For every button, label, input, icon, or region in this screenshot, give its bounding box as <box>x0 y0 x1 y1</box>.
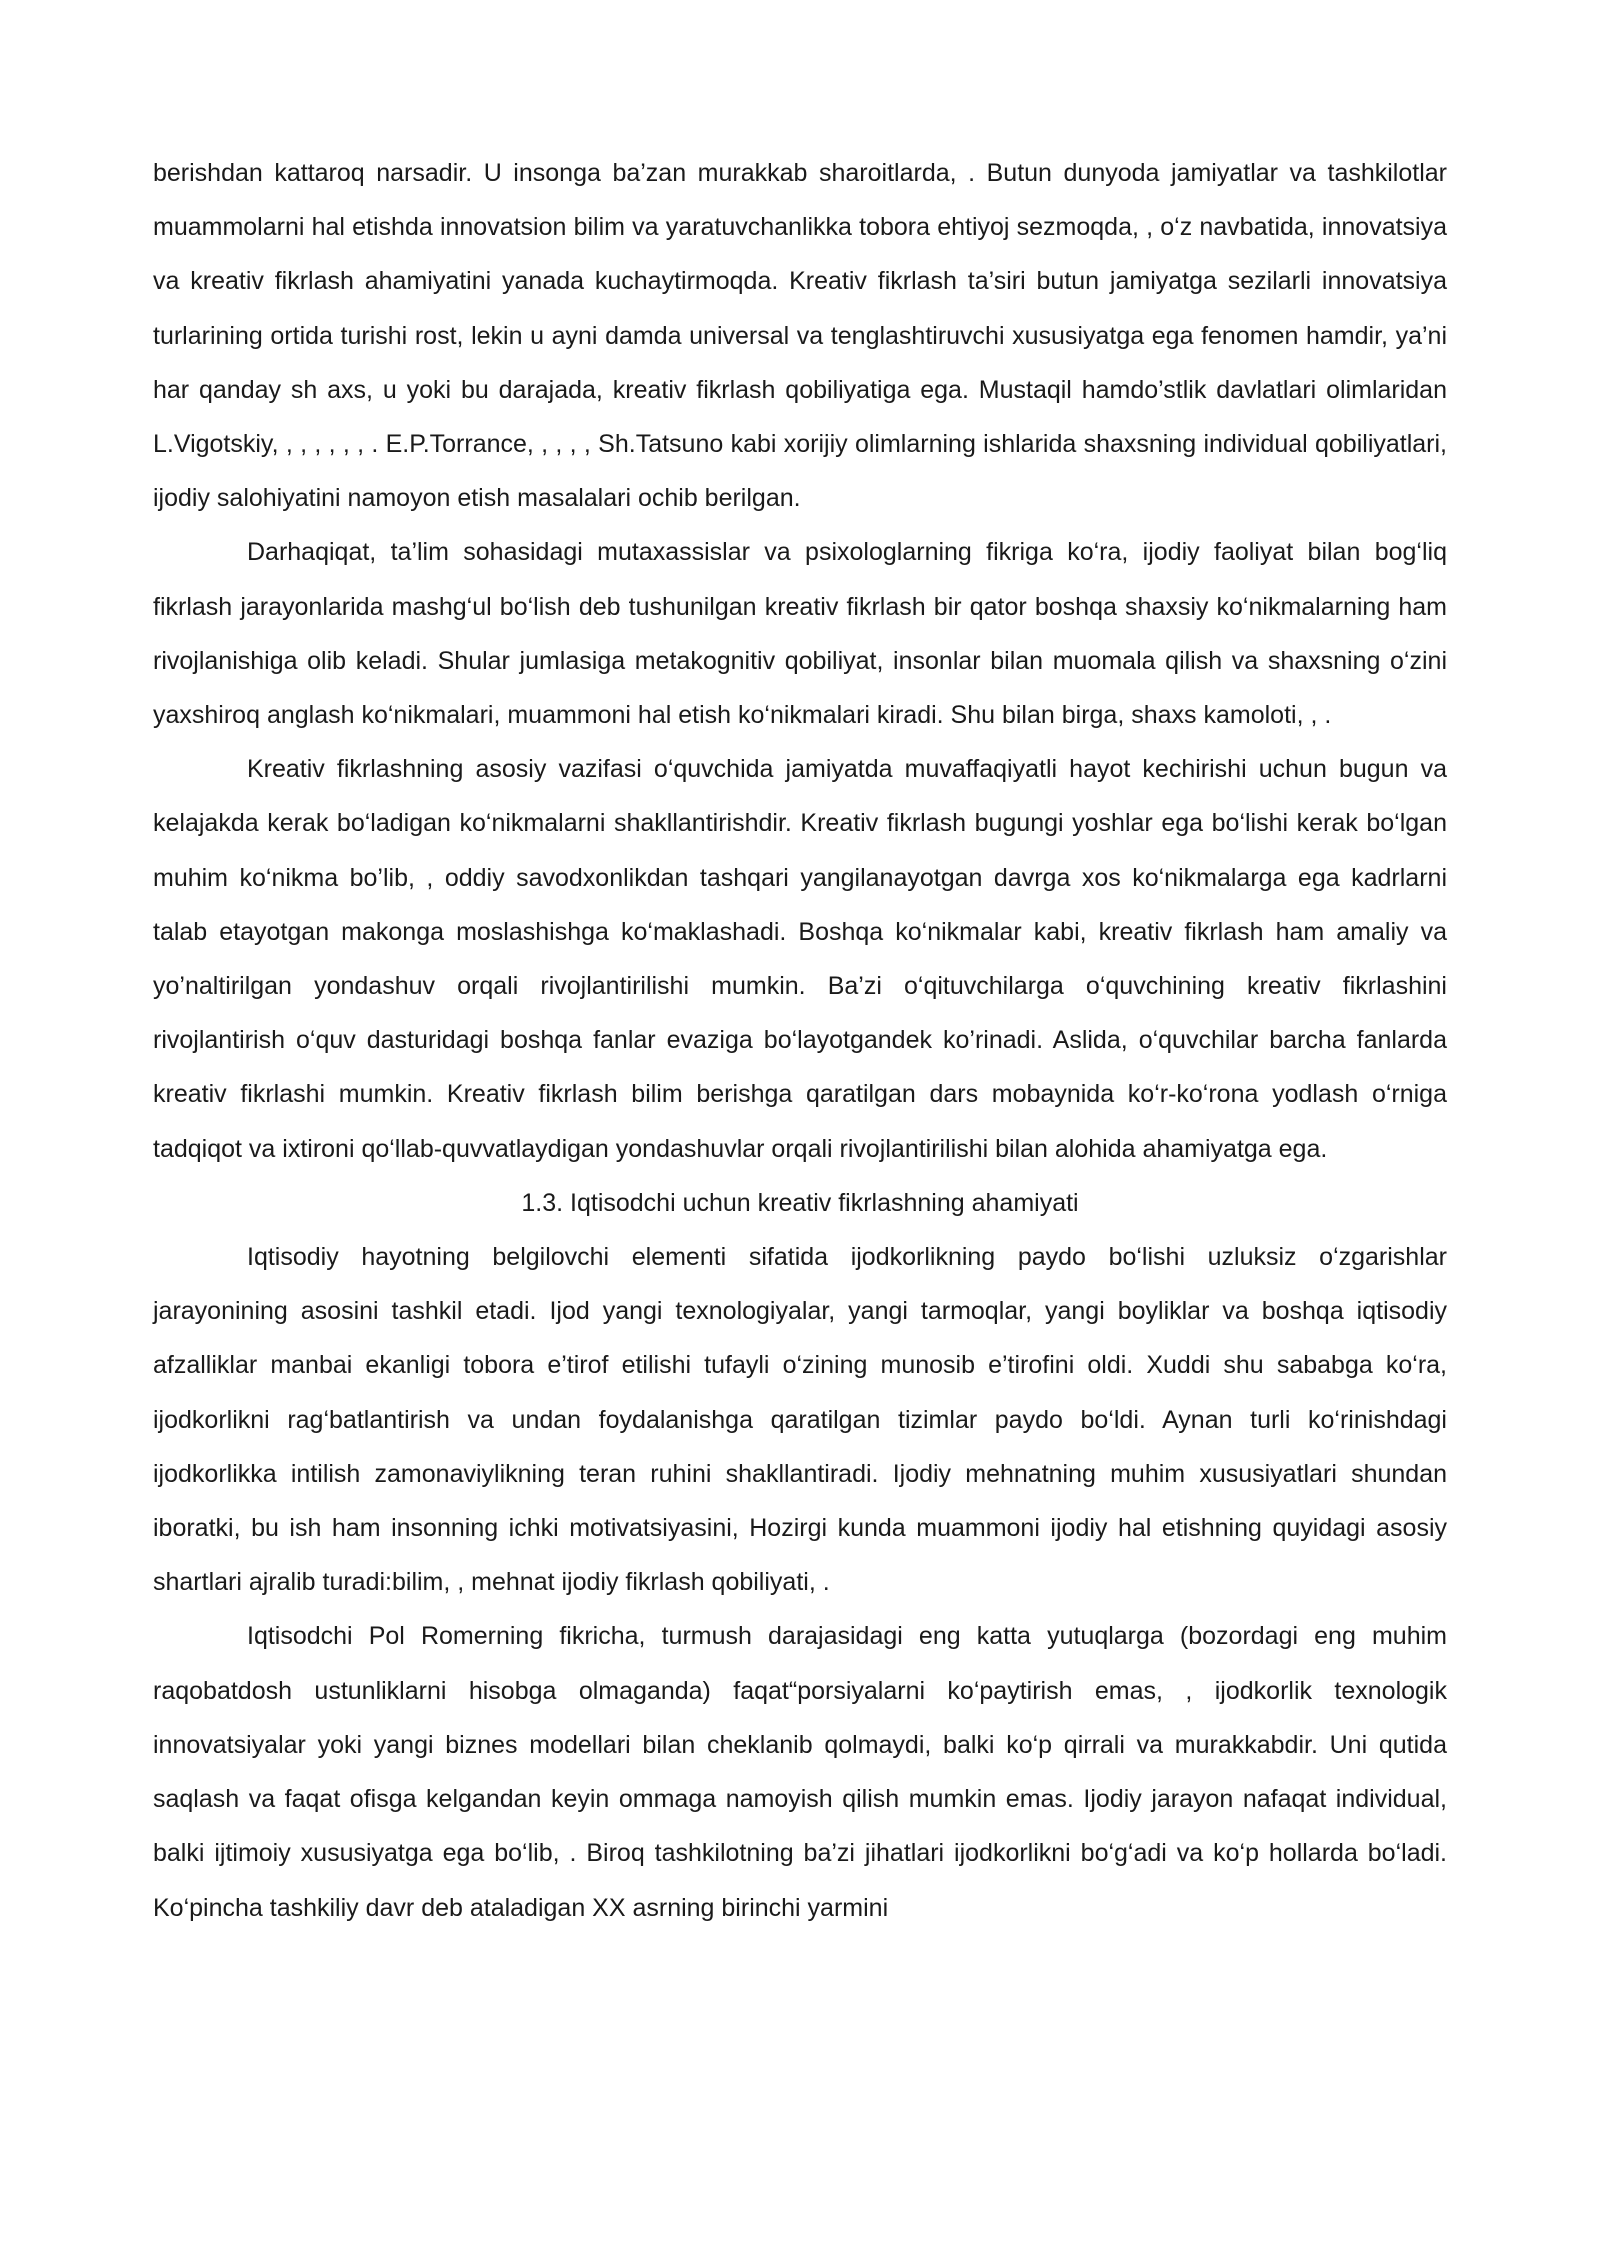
paragraph-5: Iqtisodchi Pol Romerning fikricha, turmush darajasidagi eng katta yutuqlarga (bozordagi eng muhim raqobatdosh ustunliklarni hisobga olmaganda) faqat“porsiyalarni ko‘paytirish emas, , ijodkorlik texnologik innovatsiyalar yoki yangi biznes modellari bilan cheklanib qolmaydi, balki ko‘p qirrali va murakkabdir. Uni qutida saqlash va faqat ofisga kelgandan keyin ommaga namoyish qilish mumkin emas. Ijodiy jarayon nafaqat individual, balki ijtimoiy xususiyatga ega bo‘lib, . Biroq tashkilotning ba’zi jihatlari ijodkorlikni bo‘g‘adi va ko‘p hollarda bo‘ladi. Ko‘pincha tashkiliy davr deb ataladigan XX asrning birinchi yarmini <box>153 1622 1447 1922</box>
document-page <box>153 146 1447 1935</box>
paragraph-2: Darhaqiqat, ta’lim sohasidagi mutaxassislar va psixologlarning fikriga ko‘ra, ijodiy faoliyat bilan bog‘liq fikrlash jarayonlarida mashg‘ul bo‘lish deb tushunilgan kreativ fikrlash bir qator boshqa shaxsiy ko‘nikmalarning ham rivojlanishiga olib keladi. Shular jumlasiga metakognitiv qobiliyat, insonlar bilan muomala qilish va shaxsning o‘zini yaxshiroq anglash ko‘nikmalari, muammoni hal etish ko‘nikmalari kiradi. Shu bilan birga, shaxs kamoloti, , . <box>153 538 1447 730</box>
section-heading: 1.3. Iqtisodchi uchun kreativ fikrlashning ahamiyati <box>521 1188 1079 1217</box>
paragraph-3: Kreativ fikrlashning asosiy vazifasi o‘quvchida jamiyatda muvaffaqiyatli hayot kechirishi uchun bugun va kelajakda kerak bo‘ladigan ko‘nikmalarni shakllantirishdir. Kreativ fikrlash bugungi yoshlar ega bo‘lishi kerak bo‘lgan muhim ko‘nikma bo’lib, , oddiy savodxonlikdan tashqari yangilanayotgan davrga xos ko‘nikmalarga ega kadrlarni talab etayotgan makonga moslashishga ko‘maklashadi. Boshqa ko‘nikmalar kabi, kreativ fikrlash ham amaliy va yo’naltirilgan yondashuv orqali rivojlantirilishi mumkin. Ba’zi o‘qituvchilarga o‘quvchining kreativ fikrlashini rivojlantirish o‘quv dasturidagi boshqa fanlar evaziga bo‘layotgandek ko’rinadi. Aslida, o‘quvchilar barcha fanlarda kreativ fikrlashi mumkin. Kreativ fikrlash bilim berishga qaratilgan dars mobaynida ko‘r-ko‘rona yodlash o‘rniga tadqiqot va ixtironi qo‘llab-quvvatlaydigan yondashuvlar orqali rivojlantirilishi bilan alohida ahamiyatga ega. <box>153 755 1447 1163</box>
paragraph-1: berishdan kattaroq narsadir. U insonga ba’zan murakkab sharoitlarda, . Butun dunyoda jamiyatlar va tashkilotlar muammolarni hal etishda innovatsion bilim va yaratuvchanlikka tobora ehtiyoj sezmoqda, , o‘z navbatida, innovatsiya va kreativ fikrlash ahamiyatini yanada kuchaytirmoqda. Kreativ fikrlash ta’siri butun jamiyatga sezilarli innovatsiya turlarining ortida turishi rost, lekin u ayni damda universal va tenglashtiruvchi xususiyatga ega fenomen hamdir, ya’ni har qanday sh axs, u yoki bu darajada, kreativ fikrlash qobiliyatiga ega. Mustaqil hamdo’stlik davlatlari olimlaridan L.Vigotskiy, , , , , , , . E.P.Torrance, , , , , Sh.Tatsuno kabi xorijiy olimlarning ishlarida shaxsning individual qobiliyatlari, ijodiy salohiyatini namoyon etish masalalari ochib berilgan. <box>153 159 1447 513</box>
paragraph-4: Iqtisodiy hayotning belgilovchi elementi sifatida ijodkorlikning paydo bo‘lishi uzluksiz o‘zgarishlar jarayonining asosini tashkil etadi. Ijod yangi texnologiyalar, yangi tarmoqlar, yangi boyliklar va boshqa iqtisodiy afzalliklar manbai ekanligi tobora e’tirof etilishi tufayli o‘zining munosib e’tirofini oldi. Xuddi shu sababga ko‘ra, ijodkorlikni rag‘batlantirish va undan foydalanishga qaratilgan tizimlar paydo bo‘ldi. Aynan turli ko‘rinishdagi ijodkorlikka intilish zamonaviylikning teran ruhini shakllantiradi. Ijodiy mehnatning muhim xususiyatlari shundan iboratki, bu ish ham insonning ichki motivatsiyasini, Hozirgi kunda muammoni ijodiy hal etishning quyidagi asosiy shartlari ajralib turadi:bilim, , mehnat ijodiy fikrlash qobiliyati, . <box>153 1243 1447 1597</box>
